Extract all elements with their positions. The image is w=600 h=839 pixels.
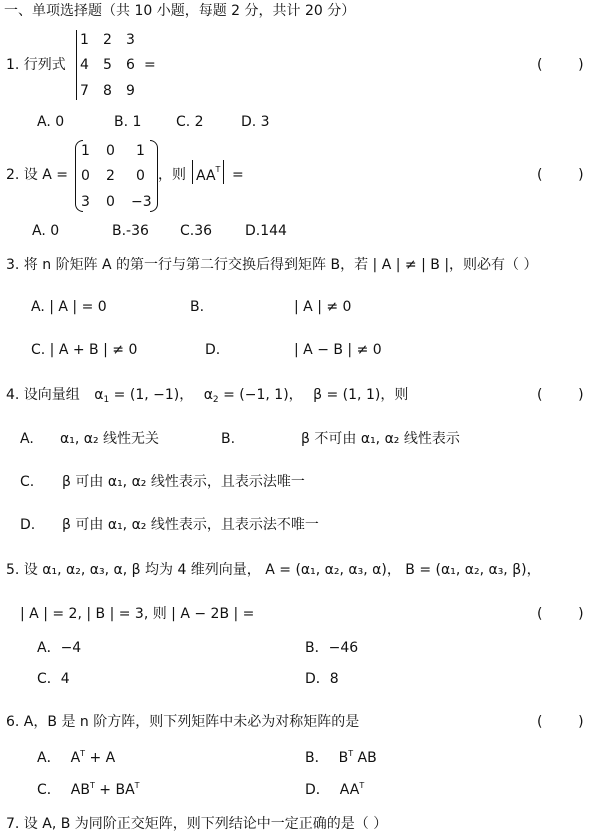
q5-option-c: C．4 bbox=[37, 671, 70, 687]
q2-option-a: A. 0 bbox=[32, 223, 60, 239]
q2-stem: 2. 设 A = bbox=[6, 167, 69, 183]
q2-cell: 1 bbox=[136, 143, 145, 159]
transpose-sup: T bbox=[359, 781, 365, 790]
q3-stem: 3. 将 n 阶矩阵 A 的第一行与第二行交换后得到矩阵 B，若 | A | ≠ | B |，则必有（ ） bbox=[6, 257, 538, 273]
q2-cell: 1 bbox=[81, 143, 90, 159]
q6-option-d-base: AA bbox=[339, 782, 360, 798]
q1-cell: 2 bbox=[103, 32, 112, 48]
q6-answer-blank: ( ) bbox=[537, 714, 584, 730]
q6-option-d bbox=[305, 782, 364, 797]
q1-option-b: B. 1 bbox=[114, 114, 142, 130]
q1-cell: 1 bbox=[80, 32, 89, 48]
q6-option-d-label: D． bbox=[305, 782, 330, 798]
alpha2-sub: 2 bbox=[212, 395, 219, 405]
q5-line2: | A | = 2, | B | = 3, 则 | A − 2B | = bbox=[20, 606, 255, 622]
q1-cell: 3 bbox=[126, 32, 135, 48]
alpha1-value: = (1, −1)， bbox=[109, 387, 194, 403]
q4-stem bbox=[6, 388, 408, 405]
q2-then: ，则 bbox=[158, 167, 186, 183]
q7-stem: 7. 设 A, B 为同阶正交矩阵，则下列结论中一定正确的是（ ） bbox=[6, 816, 388, 832]
section-header: 一、单项选择题（共 10 小题，每题 2 分，共计 20 分） bbox=[4, 3, 356, 19]
q2-option-c: C.36 bbox=[180, 223, 213, 239]
q2-answer-blank: ( ) bbox=[537, 167, 584, 183]
q3-option-b-value: | A | ≠ 0 bbox=[294, 299, 352, 315]
q6-option-c-mid: + BA bbox=[94, 782, 135, 798]
alpha1-sub: 1 bbox=[103, 395, 110, 405]
q6-stem: 6. A，B 是 n 阶方阵，则下列矩阵中未必为对称矩阵的是 bbox=[6, 714, 360, 730]
q2-cell: 0 bbox=[106, 143, 115, 159]
q3-option-d-value: | A − B | ≠ 0 bbox=[294, 342, 382, 358]
q6-option-c-base1: AB bbox=[70, 782, 90, 798]
q3-option-a: A. | A | = 0 bbox=[31, 299, 107, 315]
q4-answer-blank: ( ) bbox=[537, 387, 584, 403]
q6-option-a-label: A． bbox=[37, 750, 61, 766]
q2-det-expr: AA bbox=[196, 168, 216, 184]
beta-symbol: β bbox=[313, 387, 323, 403]
q4-option-a-label: A. bbox=[20, 431, 34, 447]
q5-option-d: D．8 bbox=[305, 671, 339, 687]
q1-equals: = bbox=[144, 57, 156, 73]
alpha1-symbol: α bbox=[94, 387, 104, 403]
q6-option-a bbox=[37, 750, 115, 765]
transpose-sup: T bbox=[348, 749, 354, 758]
q4-option-d-label: D. bbox=[20, 517, 36, 533]
transpose-sup: T bbox=[80, 749, 86, 758]
q6-option-c-label: C． bbox=[37, 782, 61, 798]
q2-option-b: B.-36 bbox=[112, 223, 149, 239]
q1-cell: 4 bbox=[80, 57, 89, 73]
q1-option-c: C. 2 bbox=[176, 114, 204, 130]
q2-option-d: D.144 bbox=[245, 223, 287, 239]
transpose-sup: T bbox=[134, 781, 140, 790]
q4-option-c-text: β 可由 α₁, α₂ 线性表示，且表示法唯一 bbox=[62, 474, 305, 490]
q4-option-a-text: α₁, α₂ 线性无关 bbox=[60, 431, 160, 447]
q6-option-a-base: A bbox=[70, 750, 81, 766]
q2-equals: = bbox=[232, 167, 244, 183]
q6-option-a-tail: + A bbox=[85, 750, 116, 766]
q1-option-d: D. 3 bbox=[241, 114, 270, 130]
q1-answer-blank: ( ) bbox=[537, 57, 584, 73]
q5-option-b: B．−46 bbox=[305, 640, 359, 656]
q1-cell: 9 bbox=[126, 83, 135, 99]
q4-stem-text: 4. 设向量组 bbox=[6, 387, 80, 403]
alpha2-value: = (−1, 1)， bbox=[218, 387, 303, 403]
q1-cell: 5 bbox=[103, 57, 112, 73]
q2-cell: 0 bbox=[81, 168, 90, 184]
beta-value: = (1, 1)，则 bbox=[322, 387, 409, 403]
q6-option-b-base: B bbox=[338, 750, 349, 766]
q2-cell: 3 bbox=[81, 194, 90, 210]
q2-transpose-sup: T bbox=[215, 165, 221, 174]
q3-option-d-label: D. bbox=[205, 342, 221, 358]
q4-option-c-label: C. bbox=[20, 474, 35, 490]
q1-cell: 8 bbox=[103, 83, 112, 99]
q2-cell: −3 bbox=[131, 194, 152, 210]
q2-det-bars bbox=[192, 160, 224, 184]
q2-cell: 2 bbox=[106, 168, 115, 184]
q2-cell: 0 bbox=[106, 194, 115, 210]
q2-cell: 0 bbox=[136, 168, 145, 184]
q5-option-a: A．−4 bbox=[37, 640, 82, 656]
q6-option-c bbox=[37, 782, 140, 797]
q3-option-c: C. | A + B | ≠ 0 bbox=[31, 342, 138, 358]
alpha2-symbol: α bbox=[203, 387, 213, 403]
q6-option-b-label: B． bbox=[305, 750, 329, 766]
q4-option-d-text: β 可由 α₁, α₂ 线性表示，且表示法不唯一 bbox=[62, 517, 319, 533]
q6-option-b-tail: AB bbox=[353, 750, 377, 766]
q1-det-left-bar bbox=[76, 30, 77, 100]
q1-stem: 1. 行列式 bbox=[6, 57, 66, 73]
q1-option-a: A. 0 bbox=[37, 114, 65, 130]
q6-option-b bbox=[305, 750, 377, 765]
q1-cell: 6 bbox=[126, 57, 135, 73]
q4-option-b-text: β 不可由 α₁, α₂ 线性表示 bbox=[301, 431, 460, 447]
transpose-sup: T bbox=[89, 781, 95, 790]
q4-option-b-label: B. bbox=[221, 431, 236, 447]
q5-stem: 5. 设 α₁, α₂, α₃, α, β 均为 4 维列向量， A = (α₁, α₂, α₃, α)， B = (α₁, α₂, α₃, β)， bbox=[6, 562, 541, 578]
q1-cell: 7 bbox=[80, 83, 89, 99]
q3-option-b-label: B. bbox=[190, 299, 205, 315]
q5-answer-blank: ( ) bbox=[537, 606, 584, 622]
